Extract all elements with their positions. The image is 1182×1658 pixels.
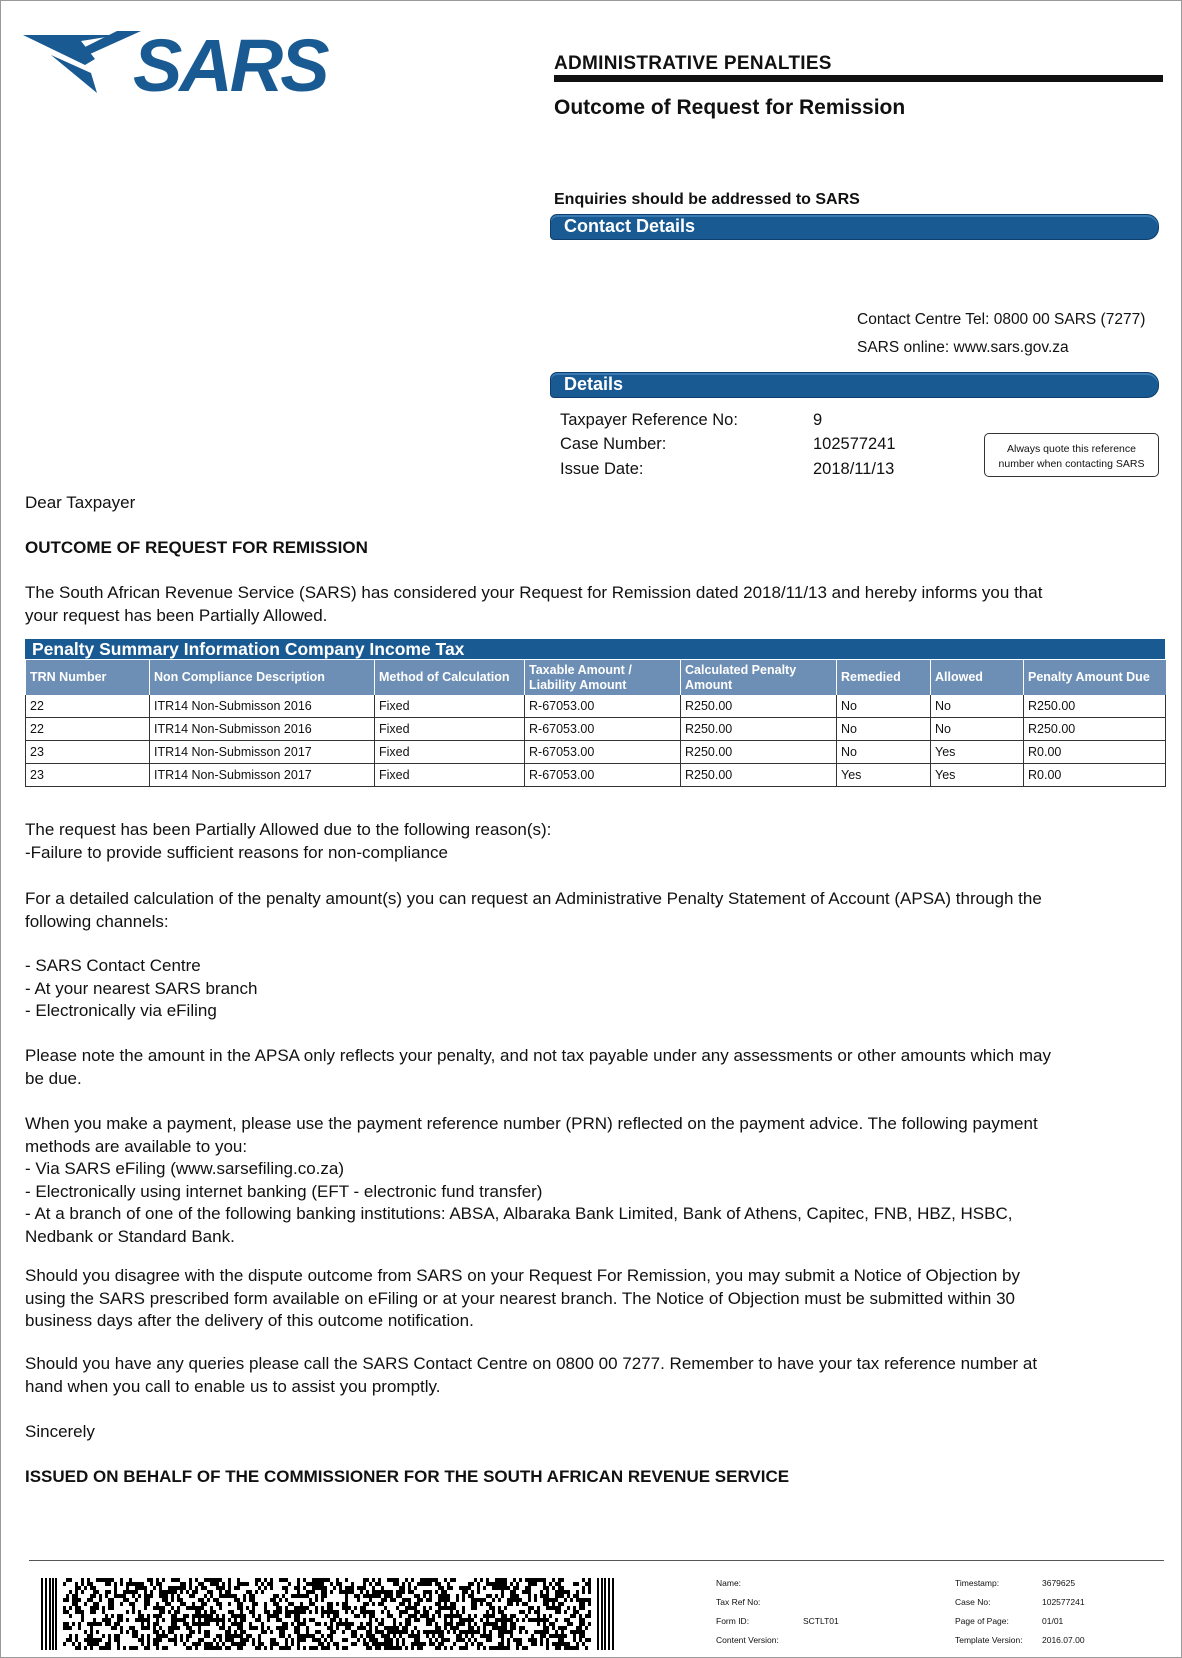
reason-line-2: -Failure to provide sufficient reasons for non-compliance [25,842,449,862]
footer-template-label: Template Version: [955,1635,1023,1645]
contact-tel: Contact Centre Tel: 0800 00 SARS (7277) [857,311,1146,328]
enquiries-line: Enquiries should be addressed to SARS [554,191,860,208]
footer-page-label: Page of Page: [955,1616,1009,1626]
cell: 23 [26,741,150,764]
channel-item: - At your nearest SARS branch [25,978,258,998]
table-row [26,741,1166,764]
quote-note-line-2: number when contacting SARS [998,458,1145,470]
obj-line-3: business days after the delivery of this outcome notification. [25,1311,474,1330]
sign-off: Sincerely [25,1422,95,1441]
cell: ITR14 Non-Submisson 2016 [150,718,375,741]
pay-line-5: - At a branch of one of the following banking institutions: ABSA, Albaraka Bank Limited, Bank of Athens, Capitec, FNB, HBZ, HSBC, [25,1204,1013,1223]
contact-details-heading: Contact Details [550,214,1159,240]
case-number-label: Case Number: [560,435,667,453]
cell: R250.00 [1024,695,1166,718]
apsa-note-paragraph [25,1045,1160,1090]
document-title: ADMINISTRATIVE PENALTIES [554,53,832,74]
cell: ITR14 Non-Submisson 2017 [150,741,375,764]
cell: No [837,695,931,718]
contact-online: SARS online: www.sars.gov.za [857,339,1069,356]
barcode [41,1578,616,1650]
cell: Fixed [375,718,525,741]
cell: R250.00 [681,741,837,764]
cell: R0.00 [1024,764,1166,787]
pay-line-6: Nedbank or Standard Bank. [25,1226,235,1246]
pay-line-1: When you make a payment, please use the payment reference number (PRN) reflected on the payment advice. The following payment [25,1114,1038,1133]
pay-line-4: - Electronically using internet banking (EFT - electronic fund transfer) [25,1181,543,1201]
footer-caseno-value: 102577241 [1042,1597,1085,1607]
footer-formid-label: Form ID: [716,1616,750,1626]
apsa-line-1: For a detailed calculation of the penalty amount(s) you can request an Administrative Penalty Statement of Account (APSA) through the [25,889,1042,908]
case-number-value: 102577241 [813,435,896,453]
greeting: Dear Taxpayer [25,493,136,512]
cell: Fixed [375,741,525,764]
document-subtitle: Outcome of Request for Remission [554,96,906,119]
col-method: Method of Calculation [375,660,525,695]
issue-date-label: Issue Date: [560,460,644,478]
cell: Yes [837,764,931,787]
footer-formid-value: SCTLT01 [803,1616,839,1626]
obj-line-1: Should you disagree with the dispute outcome from SARS on your Request For Remission, you may submit a Notice of Objection by [25,1266,1020,1285]
intro-line-2: your request has been Partially Allowed. [25,605,328,625]
channel-item: - Electronically via eFiling [25,1001,217,1020]
header-rule [554,75,1163,82]
pay-line-3: - Via SARS eFiling (www.sarsefiling.co.za) [25,1159,345,1178]
cell: R250.00 [681,695,837,718]
q-line-2: hand when you call to enable us to assist you promptly. [25,1376,441,1396]
details-heading: Details [550,372,1159,398]
intro-line-1: The South African Revenue Service (SARS) has considered your Request for Remission dated 2018/11/13 and hereby informs you that [25,583,1043,602]
obj-line-2: using the SARS prescribed form available on eFiling or at your nearest branch. The Notice of Objection must be submitted within 30 [25,1288,1015,1308]
objection-paragraph [25,1265,1160,1333]
taxpayer-ref-value: 9 [813,411,823,429]
svg-text:SARS: SARS [133,29,327,101]
cell: R-67053.00 [525,718,681,741]
reason-line-1: The request has been Partially Allowed due to the following reason(s): [25,820,552,839]
footer-caseno-label: Case No: [955,1597,991,1607]
note-line-1: Please note the amount in the APSA only reflects your penalty, and not tax payable under any assessments or other amounts which may [25,1046,1051,1065]
cell: Fixed [375,695,525,718]
cell: R0.00 [1024,741,1166,764]
channels-list [25,955,1160,1023]
payment-paragraph [25,1113,1160,1248]
footer-timestamp-value: 3679625 [1042,1578,1076,1588]
table-header-row [26,660,1166,695]
letter-heading: OUTCOME OF REQUEST FOR REMISSION [25,538,368,557]
cell: No [837,741,931,764]
footer-taxref-label: Tax Ref No: [716,1597,761,1607]
footer-rule [29,1560,1164,1561]
taxpayer-ref-label: Taxpayer Reference No: [560,411,738,429]
penalty-table-title: Penalty Summary Information Company Income Tax [25,639,1165,659]
footer-timestamp-label: Timestamp: [955,1578,1000,1588]
sars-logo [21,29,351,101]
quote-reference-note [984,433,1159,477]
queries-paragraph [25,1353,1160,1398]
footer-name-label: Name: [716,1578,742,1588]
issued-on-behalf: ISSUED ON BEHALF OF THE COMMISSIONER FOR THE SOUTH AFRICAN REVENUE SERVICE [25,1467,790,1486]
apsa-paragraph [25,888,1160,933]
cell: Fixed [375,764,525,787]
cell: 23 [26,764,150,787]
table-row [26,718,1166,741]
channel-item: - SARS Contact Centre [25,956,201,975]
table-row [26,695,1166,718]
col-trn: TRN Number [26,660,150,695]
table-row [26,764,1166,787]
q-line-1: Should you have any queries please call the SARS Contact Centre on 0800 00 7277. Remember to have your tax reference number at [25,1354,1038,1373]
footer-content-label: Content Version: [716,1635,779,1645]
cell: R-67053.00 [525,741,681,764]
cell: Yes [931,764,1024,787]
cell: R250.00 [681,718,837,741]
cell: ITR14 Non-Submisson 2017 [150,764,375,787]
cell: R250.00 [681,764,837,787]
cell: 22 [26,718,150,741]
cell: No [837,718,931,741]
cell: R-67053.00 [525,764,681,787]
footer-page-value: 01/01 [1042,1616,1064,1626]
col-calculated: Calculated Penalty Amount [681,660,837,695]
cell: No [931,695,1024,718]
apsa-line-2: following channels: [25,911,169,931]
cell: ITR14 Non-Submisson 2016 [150,695,375,718]
footer-template-value: 2016.07.00 [1042,1635,1085,1645]
penalty-summary-table [25,660,1166,787]
col-amount-due: Penalty Amount Due [1024,660,1166,695]
reason-paragraph [25,819,1160,864]
col-taxable: Taxable Amount / Liability Amount [525,660,681,695]
cell: R250.00 [1024,718,1166,741]
pay-line-2: methods are available to you: [25,1136,248,1156]
cell: No [931,718,1024,741]
cell: Yes [931,741,1024,764]
issue-date-value: 2018/11/13 [813,460,895,478]
col-allowed: Allowed [931,660,1024,695]
col-remedied: Remedied [837,660,931,695]
col-description: Non Compliance Description [150,660,375,695]
quote-note-line-1: Always quote this reference [1007,443,1136,455]
intro-paragraph [25,582,1160,627]
cell: R-67053.00 [525,695,681,718]
note-line-2: be due. [25,1068,82,1088]
cell: 22 [26,695,150,718]
